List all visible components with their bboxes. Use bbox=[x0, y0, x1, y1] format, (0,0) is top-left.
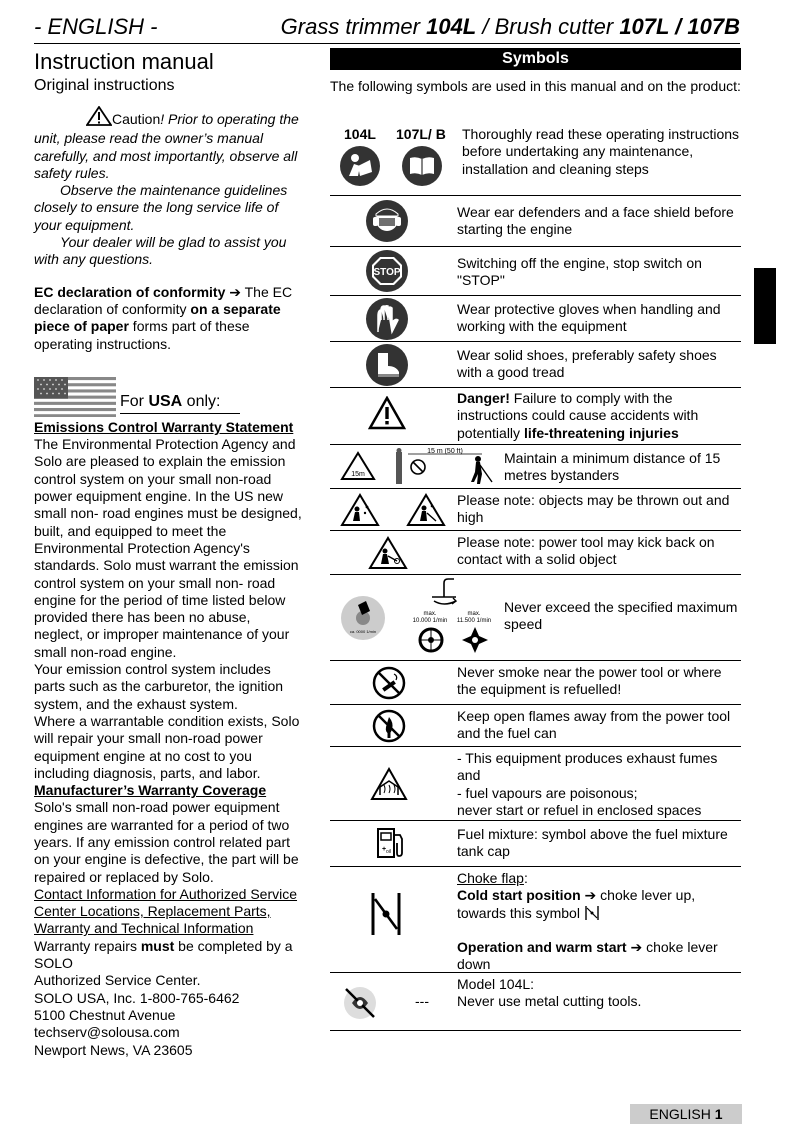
address-line-4: techserv@solousa.com bbox=[34, 1024, 180, 1041]
thrown-objects-icon-2 bbox=[406, 493, 446, 532]
symbol-row-no-smoking bbox=[330, 661, 741, 705]
warranty-repairs-paragraph: Warranty repairs must be completed by a SOLO bbox=[34, 937, 293, 972]
choke-text: Choke flap: Cold start position ➔ choke lever up, towards this symbol Operation and warm start ➔ choke lever down bbox=[457, 870, 718, 973]
bystander-distance-icon bbox=[396, 448, 494, 491]
emissions-heading: Emissions Control Warranty Statement bbox=[34, 418, 294, 435]
speed-value-2: max. 11.500 1/min bbox=[444, 611, 504, 659]
address-line-1: Authorized Service Center. bbox=[34, 972, 201, 989]
manufacturer-warranty-heading: Manufacturer’s Warranty Coverage bbox=[34, 782, 267, 799]
fuel-mixture-pump-icon bbox=[374, 825, 408, 866]
read-manual-book-icon bbox=[402, 146, 442, 191]
dealer-paragraph: Your dealer will be glad to assist you with any questions. bbox=[34, 234, 287, 268]
fuel-mixture-text: Fuel mixture: symbol above the fuel mixture tank cap bbox=[457, 826, 728, 860]
choke-small-icon bbox=[584, 905, 600, 921]
thrown-text: Please note: objects may be thrown out and high bbox=[457, 492, 730, 526]
usa-only-label: For USA only: bbox=[120, 392, 221, 410]
shoes-text: Wear solid shoes, preferably safety shoes with a good tread bbox=[457, 347, 717, 381]
page-header bbox=[34, 14, 740, 44]
no-smoking-icon bbox=[372, 666, 406, 705]
symbol-row-choke bbox=[330, 867, 741, 973]
symbol-row-danger bbox=[330, 388, 741, 445]
gloves-icon bbox=[366, 298, 408, 345]
exhaust-fumes-warning-icon bbox=[370, 767, 408, 806]
speed-text: Never exceed the specified maximum speed bbox=[504, 599, 738, 633]
model-104l-label: 104L bbox=[344, 126, 376, 142]
symbol-row-no-flames bbox=[330, 705, 741, 747]
no-smoking-text: Never smoke near the power tool or where the equipment is refuelled! bbox=[457, 664, 722, 698]
no-open-flames-icon bbox=[372, 709, 406, 748]
maintenance-paragraph: Observe the maintenance guidelines closely to ensure the long service life of your equipment. bbox=[34, 182, 288, 233]
cutting-disc-speed-icon bbox=[340, 595, 386, 646]
head-attachment-icon bbox=[428, 577, 462, 614]
address-line-5: Newport News, VA 23605 bbox=[34, 1041, 193, 1058]
kickback-text: Please note: power tool may kick back on contact with a solid object bbox=[457, 534, 715, 568]
no-metal-107l-dash: --- bbox=[415, 993, 429, 1009]
distance-triangle-icon bbox=[340, 451, 376, 486]
symbols-column bbox=[330, 48, 741, 1010]
kickback-warning-icon bbox=[368, 536, 408, 575]
safety-shoes-icon bbox=[366, 344, 408, 391]
header-product-title: Grass trimmer 104L / Brush cutter 107L / 107B bbox=[280, 14, 740, 39]
choke-heading: Choke flap bbox=[457, 870, 524, 886]
choke-flap-icon bbox=[368, 889, 404, 944]
stop-text: Switching off the engine, stop switch on "STOP" bbox=[457, 255, 702, 289]
side-thumb-tab bbox=[754, 268, 776, 344]
no-flames-text: Keep open flames away from the power tool and the fuel can bbox=[457, 708, 731, 742]
manual-subtitle: Original instructions bbox=[34, 77, 175, 94]
left-column bbox=[34, 48, 302, 1059]
gloves-text: Wear protective gloves when handling and working with the equipment bbox=[457, 301, 721, 335]
danger-text: Danger! Failure to comply with the instructions could cause accidents with potentially life-threatening injuries bbox=[457, 390, 699, 441]
ear-face-text: Wear ear defenders and a face shield before starting the engine bbox=[457, 204, 734, 238]
symbols-heading: Symbols bbox=[330, 48, 741, 70]
model-107l-label: 107L/ B bbox=[396, 126, 446, 142]
stop-sign-label: STOP bbox=[373, 267, 401, 278]
manufacturer-warranty-paragraph: Solo's small non-road power equipment engines are warranted for a period of two years. If any emission control related part on your engine is defective, the part will be repaired or replaced by Solo. bbox=[34, 799, 299, 885]
usa-underline bbox=[120, 413, 240, 414]
speed-value-1: max. 10.000 1/min bbox=[400, 611, 460, 659]
no-metal-cutting-icon bbox=[340, 985, 380, 1026]
ear-defenders-face-shield-icon bbox=[366, 200, 408, 247]
symbol-row-stop bbox=[330, 247, 741, 296]
svg-text:oil: oil bbox=[386, 849, 392, 855]
contact-info-heading: Contact Information for Authorized Service Center Locations, Replacement Parts, Warranty and Technical Information bbox=[34, 885, 298, 937]
warrantable-paragraph: Where a warrantable condition exists, Solo will repair your small non-road power equipment engine at no cost to you including diagnosis, parts, and labor. bbox=[34, 712, 300, 781]
symbol-row-read-manual bbox=[330, 122, 741, 196]
manual-title: Instruction manual bbox=[34, 49, 214, 74]
symbol-row-thrown bbox=[330, 489, 741, 531]
distance-label: 15 m (50 ft) bbox=[427, 448, 463, 455]
no-metal-text: Model 104L: Never use metal cutting tools. bbox=[457, 976, 642, 1010]
svg-text:+: + bbox=[382, 846, 387, 853]
address-line-3: 5100 Chestnut Avenue bbox=[34, 1006, 176, 1023]
symbol-row-ear-face bbox=[330, 196, 741, 247]
symbol-row-distance bbox=[330, 445, 741, 489]
page-footer: ENGLISH 1 bbox=[630, 1104, 742, 1124]
symbol-row-speed bbox=[330, 575, 741, 661]
symbol-row-fuel-mixture bbox=[330, 821, 741, 867]
warning-triangle-icon bbox=[60, 106, 112, 130]
distance-small-label: 15m bbox=[351, 471, 365, 478]
symbol-row-kickback bbox=[330, 531, 741, 575]
ec-declaration-paragraph: EC declaration of conformity ➔ The EC declaration of conformity on a separate piece of paper forms part of these operating instructions. bbox=[34, 283, 293, 352]
symbols-intro: The following symbols are used in this manual and on the product: bbox=[330, 78, 741, 94]
symbol-row-shoes bbox=[330, 342, 741, 388]
read-manual-person-icon bbox=[340, 146, 380, 191]
header-language: - ENGLISH - bbox=[34, 14, 158, 39]
speed-disc-label: ca. 0000 1/min bbox=[349, 629, 377, 634]
symbol-row-no-metal bbox=[330, 973, 741, 1031]
address-line-2: SOLO USA, Inc. 1-800-765-6462 bbox=[34, 989, 240, 1006]
thrown-objects-icon-1 bbox=[340, 493, 380, 532]
emissions-paragraph: The Environmental Protection Agency and Solo are pleased to explain the emission control system on your small non-road power equipment engine. In the US new small non- road engines must be designed, built, and equipped to meet the Environmental Protection Agency's standards. Solo must warrant the emission control system on your small non- road engine for the period of time listed below provided there has been no abuse, neglect, or improper maintenance of your small non-road engine. bbox=[34, 436, 302, 660]
emission-system-paragraph: Your emission control system includes parts such as the carburetor, the ignition system, and the exhaust system. bbox=[34, 661, 284, 712]
usa-only-section bbox=[34, 377, 302, 419]
symbol-row-exhaust-fumes bbox=[330, 747, 741, 821]
stop-sign-icon bbox=[366, 250, 408, 297]
exhaust-fumes-text: - This equipment produces exhaust fumes and - fuel vapours are poisonous; never start or refuel in enclosed spaces bbox=[457, 750, 718, 818]
distance-text: Maintain a minimum distance of 15 metres bystanders bbox=[504, 450, 721, 484]
danger-triangle-icon bbox=[368, 396, 406, 435]
read-manual-text: Thoroughly read these operating instructions before undertaking any maintenance, installation and cleaning steps bbox=[462, 126, 740, 177]
caution-paragraph: Caution! Prior to operating the unit, please read the owner’s manual carefully, and most importantly, observe all safety rules. bbox=[34, 106, 302, 182]
us-flag-icon bbox=[34, 377, 116, 417]
symbol-row-gloves bbox=[330, 296, 741, 342]
